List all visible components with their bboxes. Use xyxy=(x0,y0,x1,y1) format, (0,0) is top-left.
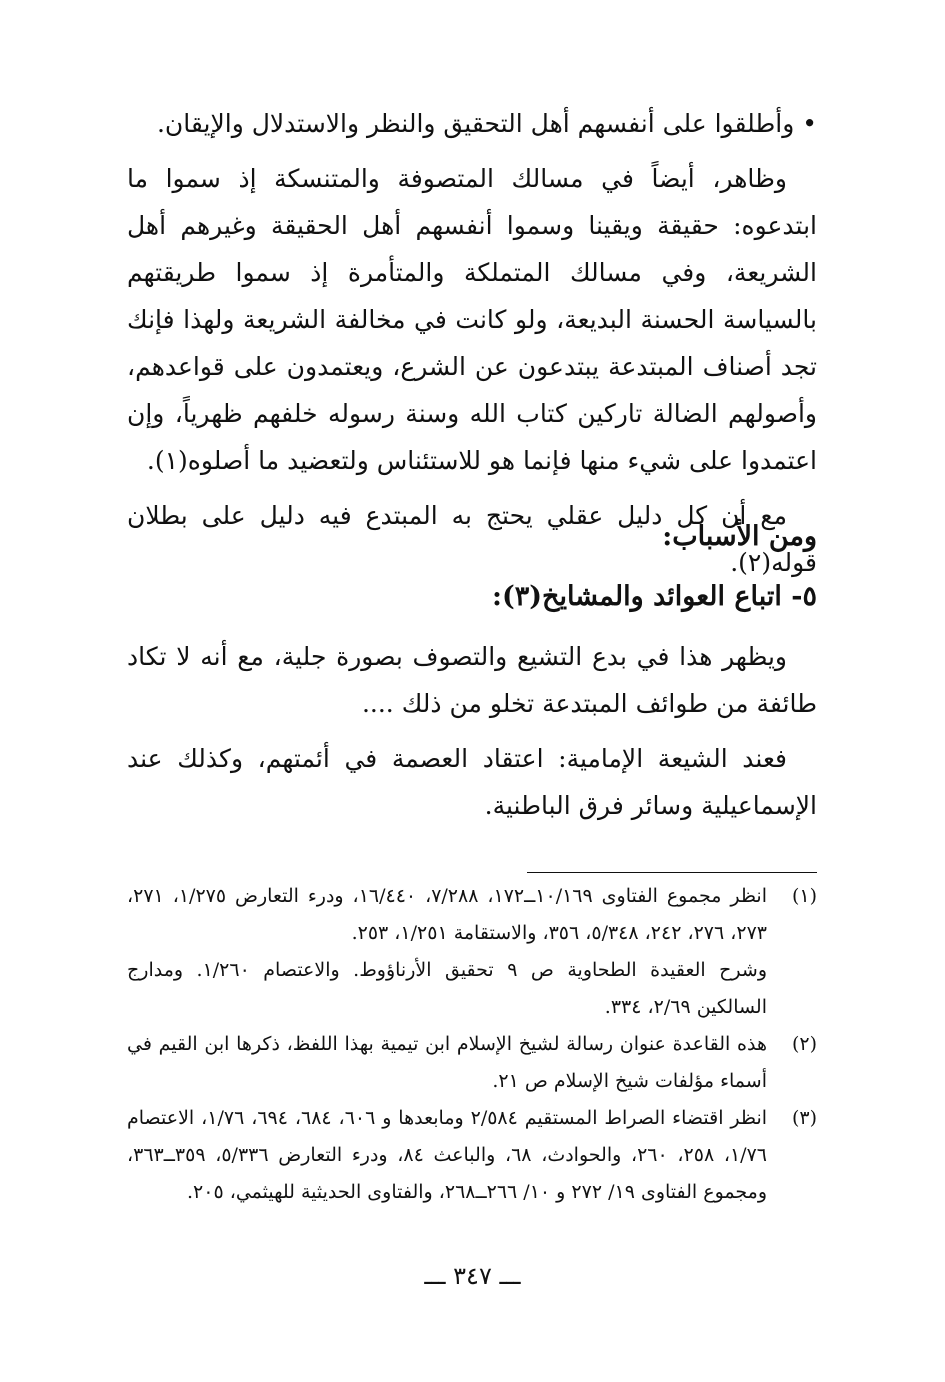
footnote-3 xyxy=(127,1100,817,1211)
bottom-text-block xyxy=(127,633,817,829)
heading-causes: ومن الأسباب: xyxy=(662,521,817,552)
footnote-separator xyxy=(527,872,817,873)
footnote-number: (٢) xyxy=(791,1033,817,1055)
top-text-block xyxy=(127,100,817,586)
heading-section-5: ٥- اتباع العوائد والمشايخ(٣): xyxy=(492,581,817,612)
footnote-text: هذه القاعدة عنوان رسالة لشيخ الإسلام ابن تيمية بهذا اللفظ، ذكرها ابن القيم في أسماء مؤلفات شيخ الإسلام ص ٢١. xyxy=(127,1033,767,1092)
footnote-2 xyxy=(127,1026,817,1100)
footnote-1-continuation: وشرح العقيدة الطحاوية ص ٩ تحقيق الأرناؤوط. والاعتصام ١/٢٦٠. ومدارج السالكين ٢/٦٩، ٣٣٤. xyxy=(127,959,768,1018)
footnotes xyxy=(127,878,817,1211)
paragraph-3: مع أن كل دليل عقلي يحتج به المبتدع فيه دليل على بطلان قوله(٢). xyxy=(127,501,817,577)
footnote-text: انظر مجموع الفتاوى ١٠/١٦٩ــ١٧٢، ٧/٢٨٨، ١٦/٤٤٠، ودرء التعارض ١/٢٧٥، ٢٧١، ٢٧٣، ٢٧٦، ٢٤٢، ٥/٣٤٨، ٣٥٦، والاستقامة ١/٢٥١، ٢٥٣. xyxy=(127,885,768,944)
paragraph-5: فعند الشيعة الإمامية: اعتقاد العصمة في أئمتهم، وكذلك عند الإسماعيلية وسائر فرق الباطنية. xyxy=(127,744,817,820)
paragraph-2: وظاهر، أيضاً في مسالك المتصوفة والمتنسكة إذ سموا ما ابتدعوه: حقيقة ويقينا وسموا أنفسهم أهل الحقيقة وغيرهم أهل الشريعة، وفي مسالك المتملكة والمتأمرة إذ سموا طريقتهم بالسياسة الحسنة البديعة، ولو كانت في مخالفة الشريعة ولهذا فإنك تجد أصناف المبتدعة يبتدعون عن الشرع، ويعتمدون على قواعدهم، وأصولهم الضالة تاركين كتاب الله وسنة رسوله خلفهم ظهرياً، وإن اعتمدوا على شيء منها فإنما هو للاستئناس ولتعضيد ما أصلوه(١). xyxy=(127,164,817,475)
footnote-number: (٣) xyxy=(791,1107,817,1129)
paragraph-4: ويظهر هذا في بدع التشيع والتصوف بصورة جلية، مع أنه لا تكاد طائفة من طوائف المبتدعة تخلو من ذلك .... xyxy=(127,642,817,718)
page-number: ـــ ٣٤٧ ـــ xyxy=(424,1262,521,1290)
paragraph-1: • وأطلقوا على أنفسهم أهل التحقيق والنظر والاستدلال والإيقان. xyxy=(156,109,817,138)
footnote-text: انظر اقتضاء الصراط المستقيم ٢/٥٨٤ ومابعدها و ٦٠٦، ٦٨٤، ٦٩٤، ١/٧٦، الاعتصام ١/٧٦، ٢٥٨، ٢٦٠، والحوادث، ٦٨، والباعث ٨٤، ودرء التعارض ٥/٣٣٦، ٣٥٩ــ٣٦٣، ومجموع الفتاوى ١٩/ ٢٧٢ و ١٠/ ٢٦٦ــ٢٦٨، والفتاوى الحديثية للهيثمي، ٢٠٥. xyxy=(127,1107,768,1203)
footnote-1 xyxy=(127,878,817,952)
footnote-number: (١) xyxy=(791,885,817,907)
